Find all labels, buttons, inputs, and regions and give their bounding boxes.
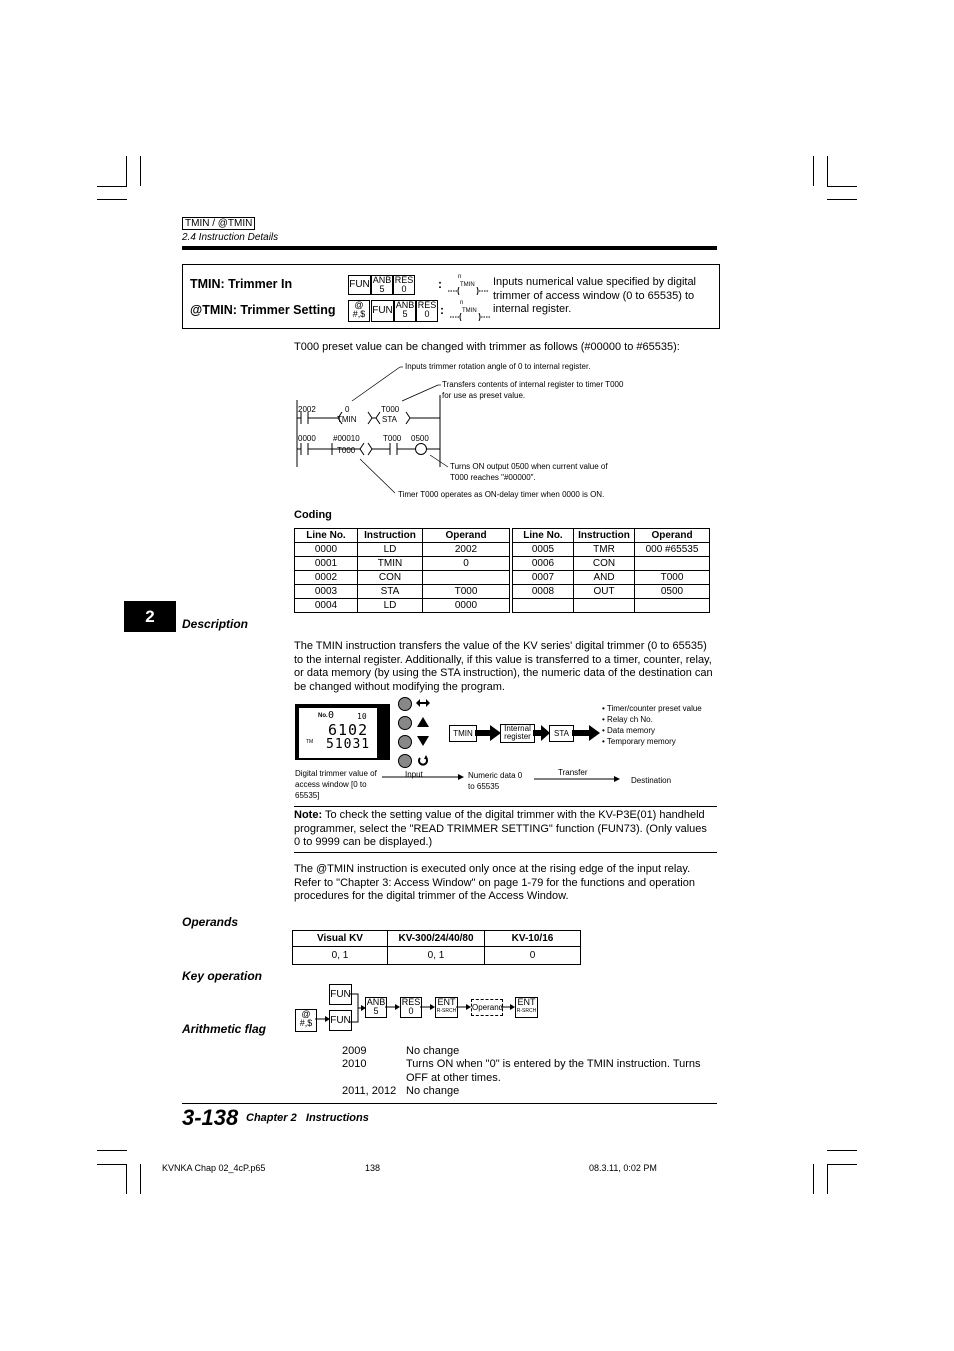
table-cell: T000 <box>635 571 710 585</box>
anb-5-key: ANB 5 <box>366 997 386 1016</box>
preset-label: #00010 <box>333 434 360 443</box>
table-cell: 0006 <box>513 557 574 571</box>
flag-text: No change <box>406 1045 460 1057</box>
column-header: Operand <box>635 529 710 543</box>
list-item: • Temporary memory <box>602 737 676 746</box>
flag-text: Turns ON when "0" is entered by the TMIN instruction. Turns OFF at other times. <box>406 1058 701 1084</box>
print-filename: KVNKA Chap 02_4cP.p65 <box>162 1163 266 1173</box>
flow-arrow-icon <box>572 725 600 741</box>
sequence-arrow-icon <box>315 1015 330 1023</box>
up-triangle-icon <box>417 717 429 727</box>
intro-text: T000 preset value can be changed with trimmer as follows (#00000 to #65535): <box>294 341 680 353</box>
table-cell: CON <box>574 557 635 571</box>
table-cell: TMIN <box>358 557 423 571</box>
crop-mark <box>140 1164 141 1194</box>
coding-title: Coding <box>294 509 332 521</box>
footer-rule <box>182 1103 717 1104</box>
flag-code: 2009 <box>342 1045 367 1057</box>
at-key: @ #,$ <box>295 1009 317 1032</box>
table-cell: 0001 <box>295 557 358 571</box>
note-label: Note: <box>294 809 323 821</box>
column-header: Operand <box>423 529 510 543</box>
operands-table <box>292 930 581 965</box>
symbol-tmin: TMIN <box>462 308 477 314</box>
sta-box: STA <box>549 725 574 742</box>
lcd-no-label: No. <box>318 713 328 719</box>
table-cell: TMR <box>574 543 635 557</box>
fun-key: FUN <box>348 275 371 295</box>
ladder-annotation: Transfers contents of internal register to timer T000 <box>442 380 624 389</box>
caption-numeric: Numeric data 0 to 65535 <box>468 771 523 791</box>
fun-key: FUN <box>371 300 394 322</box>
title-tmin: TMIN: Trimmer In <box>190 277 293 291</box>
column-header: KV-300/24/40/80 <box>388 931 485 947</box>
table-header-row <box>513 529 710 543</box>
operand-label: 0 <box>345 405 350 414</box>
list-item-label: Timer/counter preset value <box>606 704 702 713</box>
table-cell: 0005 <box>513 543 574 557</box>
section-heading-key-operation: Key operation <box>182 969 263 983</box>
crop-mark <box>126 1164 127 1194</box>
print-page-number: 138 <box>365 1163 381 1173</box>
list-item-label: Temporary memory <box>606 737 676 746</box>
lcd-bottom-value: 51031 <box>326 737 371 752</box>
table-row <box>295 571 510 585</box>
table-row <box>295 599 510 613</box>
section-heading-arithmetic-flag: Arithmetic flag <box>182 1022 267 1036</box>
header-section: 2.4 Instruction Details <box>182 232 279 243</box>
table-cell: 0003 <box>295 585 358 599</box>
crop-mark <box>827 156 828 186</box>
table-row <box>295 557 510 571</box>
access-window-button[interactable] <box>398 716 412 730</box>
table-row <box>513 557 710 571</box>
coding-table-left <box>294 528 510 613</box>
contact-label: 0000 <box>298 434 316 443</box>
table-cell: 0000 <box>295 543 358 557</box>
crop-mark <box>827 186 857 187</box>
fun-key: FUN <box>329 984 352 1005</box>
crop-mark <box>827 1164 857 1165</box>
table-header-row <box>293 931 581 947</box>
table-row <box>293 947 581 965</box>
print-date: 08.3.11, 0:02 PM <box>589 1163 657 1173</box>
table-cell: 000 #65535 <box>635 543 710 557</box>
at-key: @ #,$ <box>348 300 370 322</box>
table-cell <box>635 599 710 613</box>
ladder-annotation: for use as preset value. <box>442 391 526 400</box>
crop-mark <box>97 1164 127 1165</box>
header-tag: TMIN / @TMIN <box>182 217 255 230</box>
tmin-box: TMIN <box>449 725 477 742</box>
chapter-tab: 2 <box>124 601 176 632</box>
description-text: The TMIN instruction transfers the value of the KV series' digital trimmer (0 to 65535) to the internal register. Additionally, if this value is transferred to a timer, counter, relay, or data memory (by using the STA instruction), the numeric data of the destination can be changed without modifying the program. <box>294 640 713 693</box>
page-number: 3-138 <box>182 1105 239 1130</box>
section-heading-description: Description <box>182 617 249 631</box>
crop-mark <box>813 1164 814 1194</box>
flag-code: 2011, 2012 <box>342 1085 397 1097</box>
column-header: Visual KV <box>293 931 388 947</box>
flag-code: 2010 <box>342 1058 367 1070</box>
down-triangle-icon <box>417 736 429 746</box>
ent-key: ENT R-SRCH <box>435 997 458 1018</box>
crop-mark <box>827 1164 828 1194</box>
table-row <box>295 585 510 599</box>
list-item: • Data memory <box>602 726 656 735</box>
crop-mark <box>813 156 814 186</box>
list-item: • Timer/counter preset value <box>602 704 702 713</box>
table-cell: 0008 <box>513 585 574 599</box>
table-cell: 0, 1 <box>293 947 388 965</box>
crop-mark <box>140 156 141 186</box>
table-cell: 0007 <box>513 571 574 585</box>
title-at-tmin: @TMIN: Trimmer Setting <box>190 303 336 317</box>
caption-input: Input <box>405 770 423 779</box>
res-0-key: RES 0 <box>401 997 421 1016</box>
list-item-label: Relay ch No. <box>607 715 653 724</box>
access-window-button[interactable] <box>398 735 412 749</box>
table-cell: T000 <box>423 585 510 599</box>
caption-destination: Destination <box>631 776 672 785</box>
divider <box>294 852 717 853</box>
table-cell <box>574 599 635 613</box>
left-right-arrow-icon <box>416 698 430 708</box>
list-item-label: Data memory <box>607 726 656 735</box>
access-window-button[interactable] <box>398 697 412 711</box>
instruction-label: STA <box>382 415 397 424</box>
table-cell: OUT <box>574 585 635 599</box>
crop-mark <box>97 186 127 187</box>
symbol-n: n <box>458 274 462 280</box>
column-header: Instruction <box>358 529 423 543</box>
sequence-arrow-icon <box>456 1003 471 1011</box>
crop-mark <box>97 199 127 200</box>
transfer-arrow-icon <box>534 775 620 783</box>
crop-mark <box>126 156 127 186</box>
timer-label: T000 <box>337 446 356 455</box>
lcd-top-value: 0 <box>328 710 335 721</box>
ladder-annotation: Turns ON output 0500 when current value of <box>450 462 608 471</box>
table-cell: 0002 <box>295 571 358 585</box>
table-row <box>513 571 710 585</box>
lcd-middle-value: 6102 <box>328 721 369 739</box>
list-item: • Relay ch No. <box>602 715 653 724</box>
table-cell: 0, 1 <box>388 947 485 965</box>
crop-mark <box>827 199 857 200</box>
column-header: Line No. <box>295 529 358 543</box>
crop-mark <box>97 1150 127 1151</box>
output-label: 0500 <box>411 434 429 443</box>
access-window-button[interactable] <box>398 754 412 768</box>
sequence-arrow-icon <box>501 1003 515 1011</box>
contact-label: T000 <box>383 434 402 443</box>
sequence-join-icon <box>350 988 366 1028</box>
lcd-tm-label: TM <box>306 739 314 745</box>
destination-list <box>602 703 702 747</box>
table-row <box>295 543 510 557</box>
column-header: KV-10/16 <box>485 931 581 947</box>
flow-arrow-icon <box>533 725 550 741</box>
caption-transfer: Transfer <box>558 768 588 777</box>
res-0-key: RES 0 <box>416 300 438 322</box>
crop-mark <box>827 1150 857 1151</box>
lcd-top-right-value: 10 <box>357 712 367 721</box>
anb-5-key: ANB 5 <box>372 275 392 294</box>
table-cell: 0004 <box>295 599 358 613</box>
title-description: Inputs numerical value specified by digital trimmer of access window (0 to 65535) to internal register. <box>493 276 697 315</box>
table-header-row <box>295 529 510 543</box>
table-cell: 0000 <box>423 599 510 613</box>
colon-symbol: : <box>440 303 444 317</box>
flow-arrow-icon <box>475 725 501 741</box>
note-text: To check the setting value of the digital trimmer with the KV-P3E(01) handheld programmer, select the "READ TRIMMER SETTING" function (FUN73). (Only values 0 to 9999 can be displayed.) <box>294 809 707 848</box>
note-block <box>294 809 714 850</box>
table-row <box>513 543 710 557</box>
table-cell <box>635 557 710 571</box>
ladder-annotation: T000 reaches "#00000". <box>450 473 536 482</box>
flag-text: No change <box>406 1085 460 1097</box>
sequence-arrow-icon <box>385 1003 400 1011</box>
contact-label: 2002 <box>298 405 316 414</box>
table-cell: 0 <box>423 557 510 571</box>
internal-register-box: Internal register <box>500 724 535 743</box>
anb-5-key: ANB 5 <box>394 300 416 322</box>
footer-chapter: Chapter 2 Instructions <box>246 1112 369 1124</box>
column-header: Instruction <box>574 529 635 543</box>
table-cell: 0500 <box>635 585 710 599</box>
at-tmin-paragraph: The @TMIN instruction is executed only once at the rising edge of the input relay. Refer to "Chapter 3: Access Window" on page 1-79 for the functions and operation procedures for the digital trimmer of the Access Window. <box>294 863 695 902</box>
table-cell <box>423 571 510 585</box>
table-cell: LD <box>358 543 423 557</box>
sequence-arrow-icon <box>420 1003 435 1011</box>
input-arrow-icon <box>382 773 464 781</box>
ladder-annotation: Timer T000 operates as ON-delay timer when 0000 is ON. <box>398 490 605 499</box>
table-row <box>513 585 710 599</box>
divider <box>294 806 717 807</box>
symbol-tmin: TMIN <box>460 282 475 288</box>
coding-table-right <box>512 528 710 613</box>
ladder-diagram <box>290 355 650 505</box>
column-header: Line No. <box>513 529 574 543</box>
table-cell: 2002 <box>423 543 510 557</box>
ladder-annotation: Inputs trimmer rotation angle of 0 to internal register. <box>405 362 591 371</box>
table-cell <box>513 599 574 613</box>
header-rule <box>182 246 717 250</box>
table-cell: LD <box>358 599 423 613</box>
colon-symbol: : <box>438 277 442 291</box>
table-row <box>513 599 710 613</box>
operand-label: T000 <box>381 405 400 414</box>
instruction-label: TMIN <box>337 415 357 424</box>
section-heading-operands: Operands <box>182 915 239 929</box>
rotate-icon <box>417 755 429 766</box>
table-cell: 0 <box>485 947 581 965</box>
fun-key: FUN <box>329 1010 352 1031</box>
res-0-key: RES 0 <box>394 275 414 294</box>
symbol-n: n <box>460 300 464 306</box>
ent-key: ENT R-SRCH <box>515 997 538 1018</box>
operand-placeholder: Operand <box>471 999 503 1016</box>
caption-trimmer: Digital trimmer value of access window [0 to 65535] <box>295 769 377 800</box>
table-cell: STA <box>358 585 423 599</box>
table-cell: AND <box>574 571 635 585</box>
table-cell: CON <box>358 571 423 585</box>
